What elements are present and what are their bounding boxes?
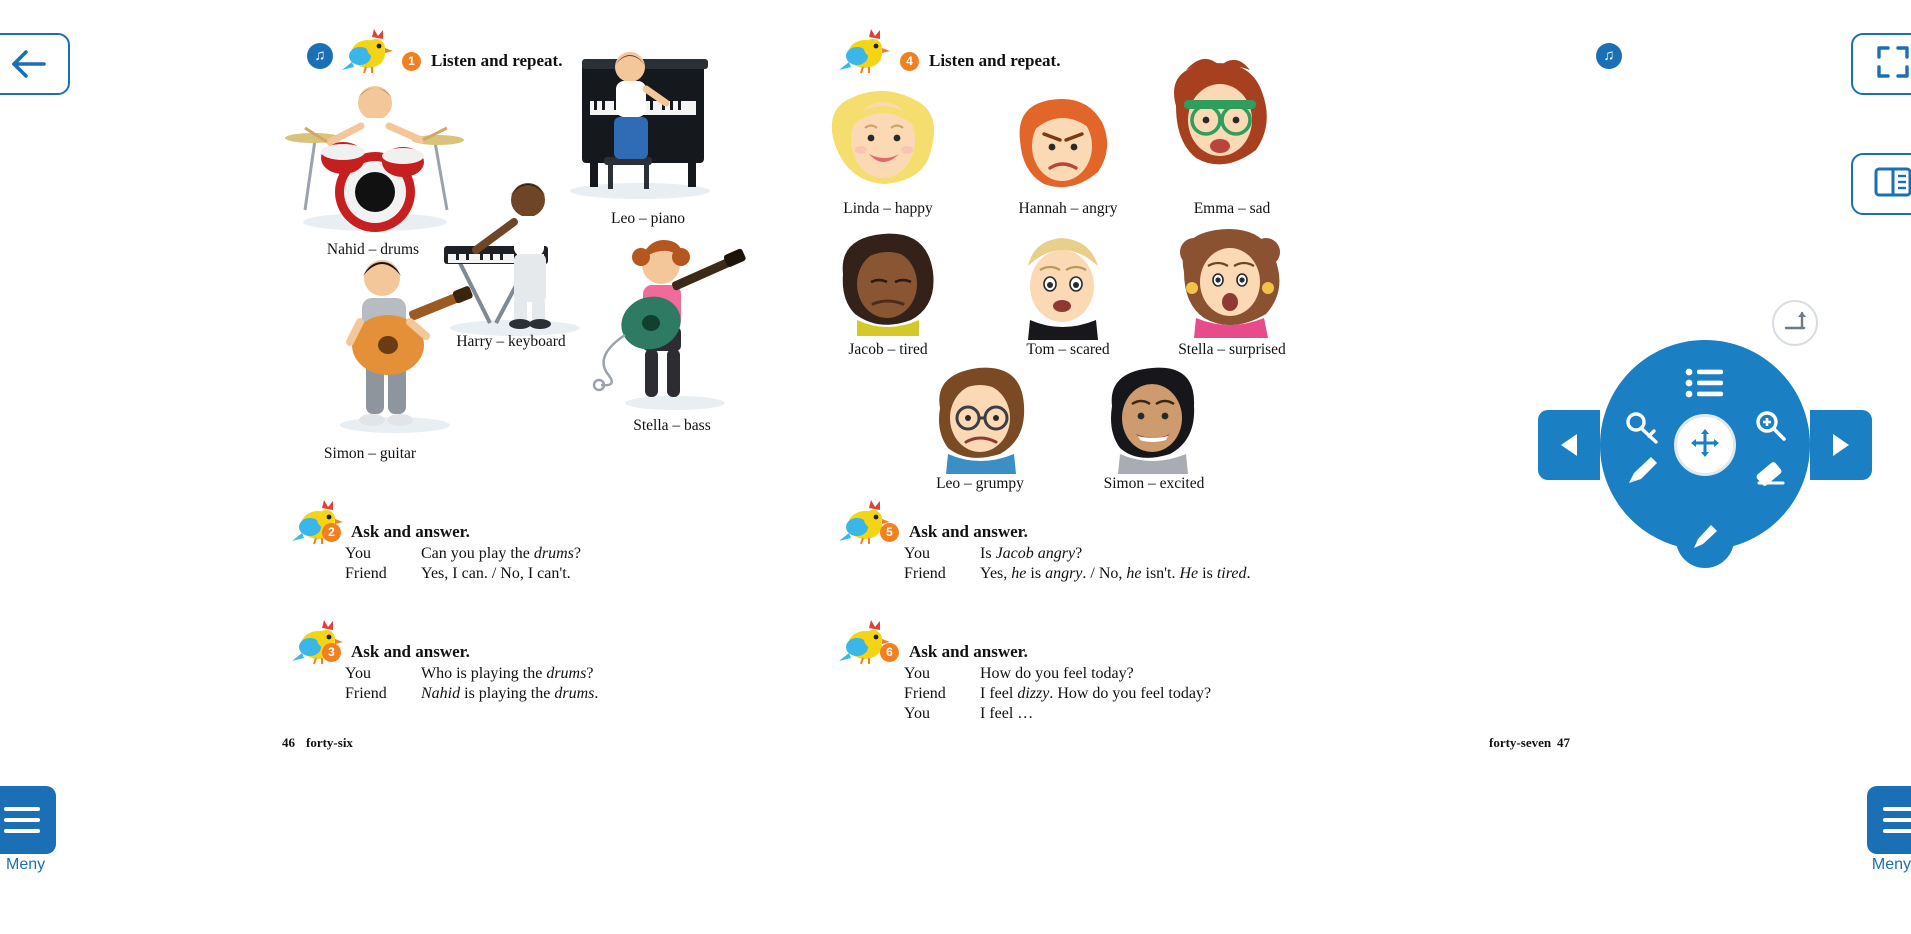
face-jacob-tired <box>835 228 940 340</box>
figure-caption: Simon – guitar <box>323 445 417 462</box>
exercise-number: 1 <box>402 52 421 71</box>
face-stella-surprised <box>1170 222 1295 340</box>
dialogue-row <box>904 565 1250 583</box>
face-hannah-angry <box>1010 92 1115 197</box>
music-note-icon: ♫ <box>314 47 326 64</box>
page-number-word: forty-seven <box>1489 735 1552 750</box>
exercise-header-6 <box>880 642 1028 662</box>
highlighter-icon <box>1690 522 1720 557</box>
collapse-icon <box>1782 308 1808 339</box>
exercise-header-3 <box>322 642 470 662</box>
dialogue-row <box>904 665 1211 683</box>
dialogue-block-6 <box>904 665 1211 725</box>
music-note-icon: ♫ <box>1603 47 1615 64</box>
dialogue-text: I feel … <box>980 705 1034 722</box>
next-page-button[interactable] <box>1810 410 1872 480</box>
dialogue-text: Is Jacob angry? <box>980 545 1083 562</box>
exercise-number: 6 <box>880 643 899 662</box>
collapse-wheel-button[interactable] <box>1772 300 1818 346</box>
figure-caption: Linda – happy <box>843 200 933 217</box>
figure-caption: Nahid – drums <box>326 241 420 258</box>
hamburger-menu-icon <box>1883 818 1911 822</box>
exercise-number: 3 <box>322 643 341 662</box>
exercise-title: Listen and repeat. <box>431 51 563 70</box>
exercise-number: 5 <box>880 523 899 542</box>
dialogue-role: Friend <box>904 685 946 702</box>
eraser-icon[interactable] <box>1750 450 1792 490</box>
dialogue-row <box>904 545 1250 563</box>
dialogue-row <box>345 685 598 703</box>
dialogue-block-3 <box>345 665 598 705</box>
figure-caption: Tom – scared <box>1026 341 1110 358</box>
figure-caption: Emma – sad <box>1193 200 1271 217</box>
figure-caption: Leo – piano <box>610 210 686 227</box>
dialogue-row <box>904 685 1211 703</box>
previous-page-button[interactable] <box>1538 410 1600 480</box>
page-layout-button[interactable] <box>1851 153 1911 215</box>
illustration-bass <box>585 235 765 410</box>
page-number: 46 <box>282 735 295 750</box>
bird-mascot-icon <box>338 26 396 74</box>
dialogue-text: Can you play the drums? <box>421 545 581 562</box>
radial-tool-wheel[interactable] <box>1600 340 1810 550</box>
magnify-plus-icon[interactable] <box>1750 406 1792 446</box>
face-linda-happy <box>825 88 945 198</box>
dialogue-text: How do you feel today? <box>980 665 1134 682</box>
fullscreen-button[interactable] <box>1851 33 1911 95</box>
hamburger-menu-icon <box>4 807 40 811</box>
audio-button-ex1[interactable] <box>307 43 333 69</box>
menu-label-left: Meny <box>6 856 46 873</box>
menu-label-right: Meny <box>1871 856 1911 873</box>
face-simon-excited <box>1100 362 1205 474</box>
figure-caption: Stella – surprised <box>1178 341 1286 358</box>
dialogue-row <box>345 545 581 563</box>
menu-button-left[interactable] <box>0 786 56 854</box>
dialogue-role: Friend <box>345 685 387 702</box>
dialogue-role: You <box>904 545 930 562</box>
hamburger-menu-icon <box>1883 807 1911 811</box>
figure-caption: Leo – grumpy <box>936 475 1024 492</box>
menu-button-right[interactable] <box>1867 786 1911 854</box>
face-tom-scared <box>1010 230 1115 342</box>
dialogue-text: Who is playing the drums? <box>421 665 594 682</box>
dialogue-role: You <box>345 545 371 562</box>
exercise-title: Ask and answer. <box>909 642 1028 661</box>
page-layout-icon <box>1874 167 1911 202</box>
highlighter-button[interactable] <box>1676 510 1734 568</box>
exercise-title: Ask and answer. <box>351 642 470 661</box>
figure-caption: Harry – keyboard <box>456 333 566 350</box>
key-icon[interactable] <box>1622 408 1664 448</box>
hamburger-menu-icon <box>4 829 40 833</box>
dialogue-row <box>345 565 581 583</box>
bird-mascot-icon <box>835 26 893 74</box>
dialogue-text: Nahid is playing the drums. <box>421 685 599 702</box>
dialogue-role: You <box>904 665 930 682</box>
figure-caption: Stella – bass <box>633 417 711 434</box>
back-button[interactable] <box>0 33 70 95</box>
hamburger-menu-icon <box>1883 829 1911 833</box>
dialogue-row <box>904 705 1211 723</box>
dialogue-text: Yes, he is angry. / No, he isn't. He is tired. <box>980 565 1251 582</box>
move-handle[interactable] <box>1674 414 1736 476</box>
exercise-number: 4 <box>900 52 919 71</box>
hamburger-menu-icon <box>4 818 40 822</box>
arrow-left-triangle-icon <box>1561 434 1577 456</box>
move-icon <box>1689 427 1721 464</box>
exercise-header-5 <box>880 522 1028 542</box>
figure-caption: Jacob – tired <box>848 341 928 358</box>
fullscreen-icon <box>1876 45 1910 84</box>
exercise-header-2 <box>322 522 470 542</box>
dialogue-row <box>345 665 598 683</box>
dialogue-text: I feel dizzy. How do you feel today? <box>980 685 1212 702</box>
exercise-title: Listen and repeat. <box>929 51 1061 70</box>
arrow-left-icon <box>8 48 50 80</box>
exercise-header-4 <box>900 51 1060 71</box>
audio-button-ex4[interactable] <box>1596 43 1622 69</box>
exercise-title: Ask and answer. <box>351 522 470 541</box>
exercise-header-1 <box>402 51 562 71</box>
page-number: 47 <box>1557 735 1570 750</box>
face-emma-sad <box>1158 58 1283 198</box>
exercise-title: Ask and answer. <box>909 522 1028 541</box>
list-icon[interactable] <box>1679 362 1731 404</box>
dialogue-block-5 <box>904 545 1250 585</box>
exercise-number: 2 <box>322 523 341 542</box>
arrow-right-triangle-icon <box>1833 434 1849 456</box>
illustration-guitar <box>310 250 480 435</box>
dialogue-text: Yes, I can. / No, I can't. <box>421 565 571 582</box>
dialogue-role: You <box>904 705 930 722</box>
dialogue-role: Friend <box>345 565 387 582</box>
face-leo-grumpy <box>928 362 1033 474</box>
dialogue-block-2 <box>345 545 581 585</box>
dialogue-role: Friend <box>904 565 946 582</box>
pen-icon[interactable] <box>1622 450 1664 490</box>
page-number-word: forty-six <box>306 735 353 750</box>
figure-caption: Hannah – angry <box>1018 200 1118 217</box>
dialogue-role: You <box>345 665 371 682</box>
figure-caption: Simon – excited <box>1103 475 1205 492</box>
